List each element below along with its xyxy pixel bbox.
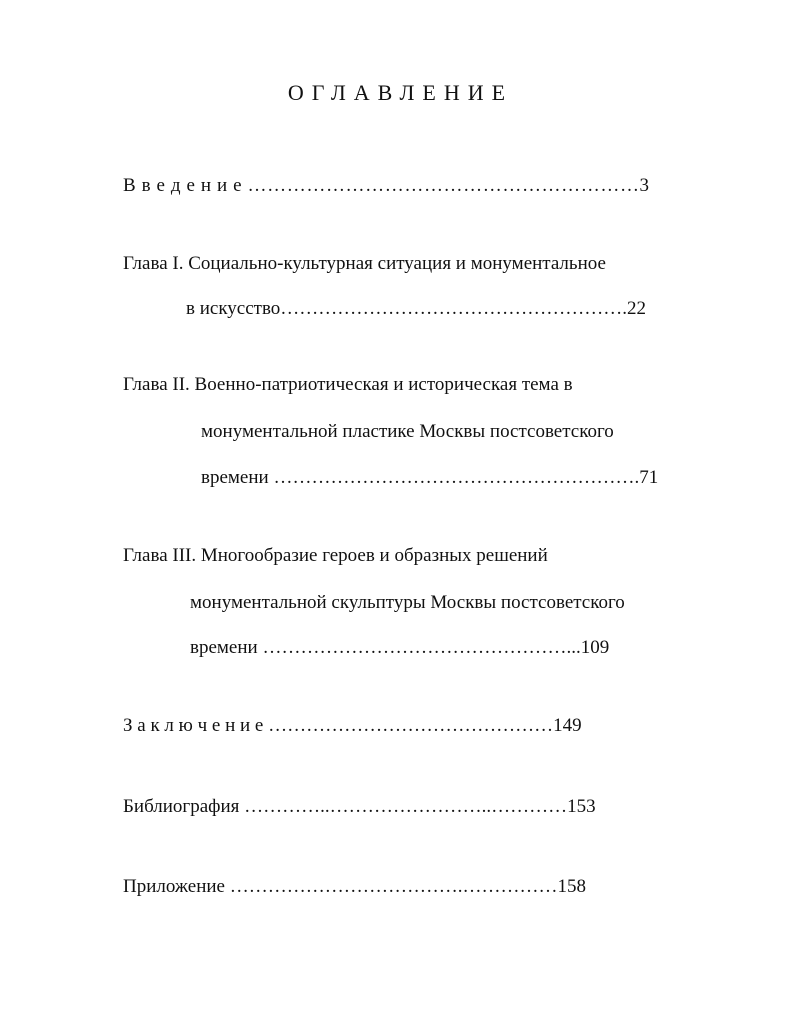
toc-entry-chapter-1-line-1: Глава I. Социально-культурная ситуация и монументальное — [123, 253, 606, 274]
toc-entry-chapter-3-line-2: монументальной скульптуры Москвы постсоветского — [190, 592, 625, 613]
toc-entry-appendix: Приложение ……………………………….……………158 — [123, 876, 586, 897]
toc-entry-introduction: В в е д е н и е ……………………………………………………3 — [123, 175, 650, 196]
toc-entry-conclusion: З а к л ю ч е н и е ………………………………………149 — [123, 715, 582, 736]
page-title: ОГЛАВЛЕНИЕ — [287, 80, 514, 105]
toc-entry-bibliography: Библиография …………..……………………..…………153 — [123, 796, 596, 817]
toc-entry-chapter-2-line-3: времени ………………………………………………….71 — [201, 467, 658, 488]
toc-entry-chapter-2-line-1: Глава II. Военно-патриотическая и историческая тема в — [123, 374, 573, 395]
toc-entry-chapter-3-line-1: Глава III. Многообразие героев и образных решений — [123, 545, 548, 566]
toc-entry-chapter-3-line-3: времени …………………………………………...109 — [190, 637, 610, 658]
toc-entry-chapter-2-line-2: монументальной пластике Москвы постсоветского — [201, 421, 614, 442]
toc-entry-chapter-1-line-2: в искусство……………………………………………….22 — [186, 298, 647, 319]
